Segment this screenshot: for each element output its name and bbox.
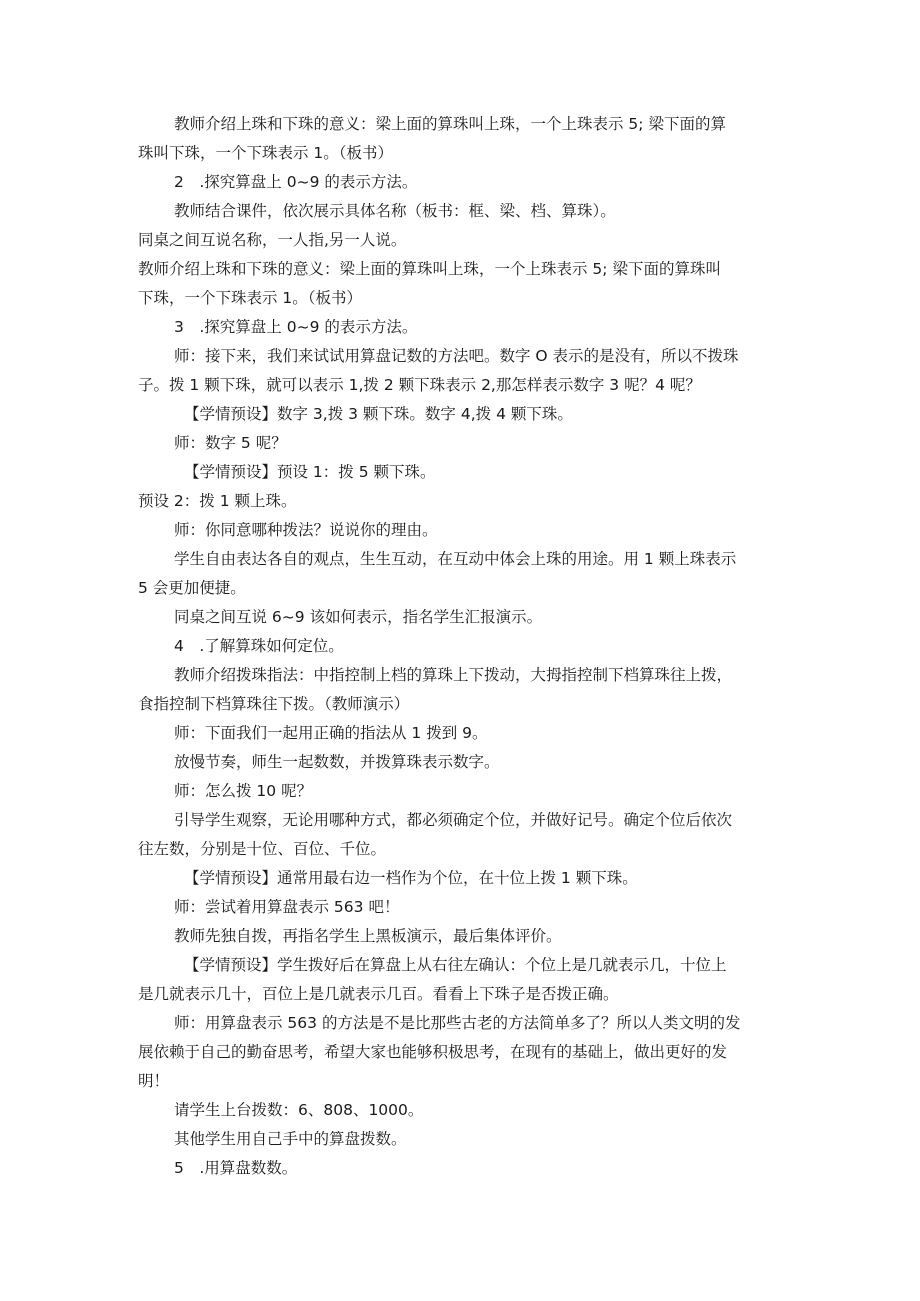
text-line: 往左数，分别是十位、百位、千位。 [138, 840, 387, 858]
text-line: 师：怎么拨 10 呢？ [174, 782, 313, 800]
text-line: 师：尝试着用算盘表示 563 吧！ [174, 898, 400, 916]
text-line: 【学情预设】数字 3,拨 3 颗下珠。数字 4,拨 4 颗下珠。 [184, 405, 573, 423]
text-line: 师：数字 5 呢？ [174, 434, 287, 452]
text-line: 请学生上台拨数：6、808、1000。 [174, 1101, 424, 1119]
text-line: 是几就表示几十，百位上是几就表示几百。看看上下珠子是否拨正确。 [138, 985, 619, 1003]
text-line: 教师介绍上珠和下珠的意义：梁上面的算珠叫上珠，一个上珠表示 5; 梁下面的算珠叫 [138, 260, 721, 278]
text-line: 引导学生观察，无论用哪种方式，都必须确定个位，并做好记号。确定个位后依次 [174, 811, 733, 829]
text-line: 教师介绍拨珠指法：中指控制上档的算珠上下拨动，大拇指控制下档算珠往上拨， [174, 666, 733, 684]
text-line: 预设 2：拨 1 颗上珠。 [138, 492, 297, 510]
text-line: 学生自由表达各自的观点，生生互动，在互动中体会上珠的用途。用 1 颗上珠表示 [174, 550, 737, 568]
text-line: 食指控制下档算珠往下拨。（教师演示） [138, 695, 410, 713]
section-heading: 5 .用算盘数数。 [174, 1159, 298, 1177]
text-line: 明！ [138, 1072, 170, 1090]
text-line: 放慢节奏，师生一起数数，并拨算珠表示数字。 [174, 753, 500, 771]
text-line: 同桌之间互说 6~9 该如何表示，指名学生汇报演示。 [174, 608, 543, 626]
text-line: 下珠，一个下珠表示 1。（板书） [138, 289, 363, 307]
section-heading: 4 .了解算珠如何定位。 [174, 637, 344, 655]
text-line: 师：下面我们一起用正确的指法从 1 拨到 9。 [174, 724, 488, 742]
text-line: 5 会更加便捷。 [138, 579, 246, 597]
text-line: 【学情预设】预设 1：拨 5 颗下珠。 [184, 463, 436, 481]
text-line: 师：你同意哪种拨法？说说你的理由。 [174, 521, 438, 539]
text-line: 教师先独自拨，再指名学生上黑板演示，最后集体评价。 [174, 927, 562, 945]
section-heading: 2 .探究算盘上 0~9 的表示方法。 [174, 173, 418, 191]
section-heading: 3 .探究算盘上 0~9 的表示方法。 [174, 318, 418, 336]
text-line: 教师介绍上珠和下珠的意义：梁上面的算珠叫上珠，一个上珠表示 5; 梁下面的算 [174, 115, 726, 133]
text-line: 师：用算盘表示 563 的方法是不是比那些古老的方法简单多了？所以人类文明的发 [174, 1014, 741, 1032]
text-line: 教师结合课件，依次展示具体名称（板书：框、梁、档、算珠）。 [174, 202, 616, 220]
text-line: 师：接下来，我们来试试用算盘记数的方法吧。数字 O 表示的是没有，所以不拨珠 [174, 347, 739, 365]
text-line: 【学情预设】学生拨好后在算盘上从右往左确认：个位上是几就表示几，十位上 [184, 956, 727, 974]
text-line: 子。拨 1 颗下珠，就可以表示 1,拨 2 颗下珠表示 2,那怎样表示数字 3 呢？4 呢？ [138, 376, 701, 394]
text-line: 【学情预设】通常用最右边一档作为个位，在十位上拨 1 颗下珠。 [184, 869, 638, 887]
text-line: 展依赖于自己的勤奋思考，希望大家也能够积极思考，在现有的基础上，做出更好的发 [138, 1043, 728, 1061]
text-line: 其他学生用自己手中的算盘拨数。 [174, 1130, 407, 1148]
text-line: 同桌之间互说名称，一人指,另一人说。 [138, 231, 407, 249]
text-line: 珠叫下珠，一个下珠表示 1。（板书） [138, 144, 394, 162]
